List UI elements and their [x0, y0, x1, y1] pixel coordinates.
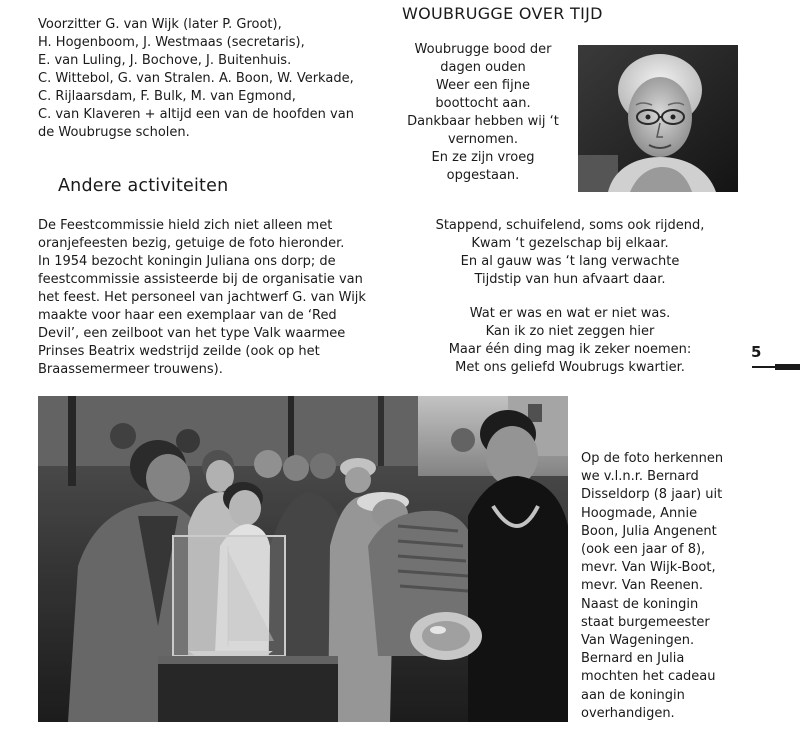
- text-line: Dankbaar hebben wij ‘t: [407, 114, 559, 129]
- text-line: Devil’, een zeilboot van het type Valk waarmee: [38, 326, 346, 341]
- text-line: vernomen.: [447, 132, 519, 147]
- text-line: Braassemermeer trouwens).: [38, 362, 223, 377]
- text-line: Kan ik zo niet zeggen hier: [485, 324, 655, 339]
- text-line: C. Wittebol, G. van Stralen. A. Boon, W. Verkade,: [38, 71, 354, 86]
- text-line: Voorzitter G. van Wijk (later P. Groot),: [38, 17, 282, 32]
- committee-members-text: [38, 16, 354, 142]
- text-line: Disseldorp (8 jaar) uit: [581, 487, 723, 503]
- photo-image: [38, 396, 568, 722]
- text-line: boottocht aan.: [435, 96, 531, 111]
- text-line: Weer een fijne: [436, 78, 530, 93]
- photo-caption: [581, 450, 723, 723]
- text-line: aan de koningin: [581, 687, 685, 703]
- activities-paragraph: [38, 217, 366, 379]
- text-line: De Feestcommissie hield zich niet alleen met: [38, 218, 333, 233]
- text-line: mochten het cadeau: [581, 669, 716, 685]
- text-line: H. Hogenboom, J. Westmaas (secretaris),: [38, 35, 305, 50]
- text-line: het feest. Het personeel van jachtwerf G. van Wijk: [38, 290, 366, 305]
- text-line: Met ons geliefd Woubrugs kwartier.: [455, 360, 685, 375]
- text-line: Op de foto herkennen: [581, 451, 724, 466]
- text-line: maakte voor haar een exemplaar van de ‘Red: [38, 308, 337, 323]
- text-line: Bernard en Julia: [581, 651, 685, 667]
- text-line: C. van Klaveren + altijd een van de hoofden van: [38, 107, 354, 122]
- text-line: feestcommissie assisteerde bij de organisatie van: [38, 272, 363, 287]
- page-number-rule-bold: [775, 364, 800, 370]
- section-heading: Andere activiteiten: [58, 176, 229, 196]
- text-line: de Woubrugse scholen.: [38, 125, 190, 140]
- text-line: En ze zijn vroeg: [431, 150, 535, 165]
- text-line: staat burgemeester: [581, 614, 710, 630]
- text-line: opgestaan.: [446, 168, 520, 183]
- text-line: E. van Luling, J. Bochove, J. Buitenhuis.: [38, 53, 292, 68]
- text-line: Van Wageningen.: [581, 633, 695, 649]
- text-line: Boon, Julia Angenent: [581, 523, 717, 539]
- text-line: Prinses Beatrix wedstrijd zeilde (ook op het: [38, 344, 320, 359]
- poem-stanza-1: [402, 41, 564, 185]
- text-line: Tijdstip van hun afvaart daar.: [474, 272, 666, 287]
- elderly-woman-portrait: [578, 45, 738, 192]
- text-line: Wat er was en wat er niet was.: [469, 306, 671, 321]
- text-line: we v.l.n.r. Bernard: [581, 469, 699, 485]
- text-line: Kwam ‘t gezelschap bij elkaar.: [471, 236, 669, 251]
- text-line: Woubrugge bood der: [414, 42, 552, 57]
- text-line: mevr. Van Wijk-Boot,: [581, 560, 716, 576]
- text-line: Naast de koningin: [581, 596, 699, 612]
- page-number: 5: [751, 343, 762, 361]
- text-line: In 1954 bezocht koningin Juliana ons dorp; de: [38, 254, 336, 269]
- text-line: Maar één ding mag ik zeker noemen:: [448, 342, 692, 357]
- text-line: oranjefeesten bezig, getuige de foto hieronder.: [38, 236, 345, 251]
- text-line: C. Rijlaarsdam, F. Bulk, M. van Egmond,: [38, 89, 296, 104]
- historic-photo-queen-visit: [38, 396, 568, 722]
- text-line: Stappend, schuifelend, soms ook rijdend,: [435, 218, 705, 233]
- text-line: dagen ouden: [440, 60, 526, 75]
- portrait-image: [578, 45, 738, 192]
- text-line: En al gauw was ‘t lang verwachte: [460, 254, 680, 269]
- text-line: (ook een jaar of 8),: [581, 542, 706, 558]
- text-line: overhandigen.: [581, 705, 675, 721]
- poem-stanza-2: [420, 217, 720, 289]
- text-line: mevr. Van Reenen.: [581, 578, 704, 594]
- text-line: Hoogmade, Annie: [581, 505, 698, 521]
- page-title: WOUBRUGGE OVER TIJD: [402, 4, 603, 23]
- poem-stanza-3: [430, 305, 710, 377]
